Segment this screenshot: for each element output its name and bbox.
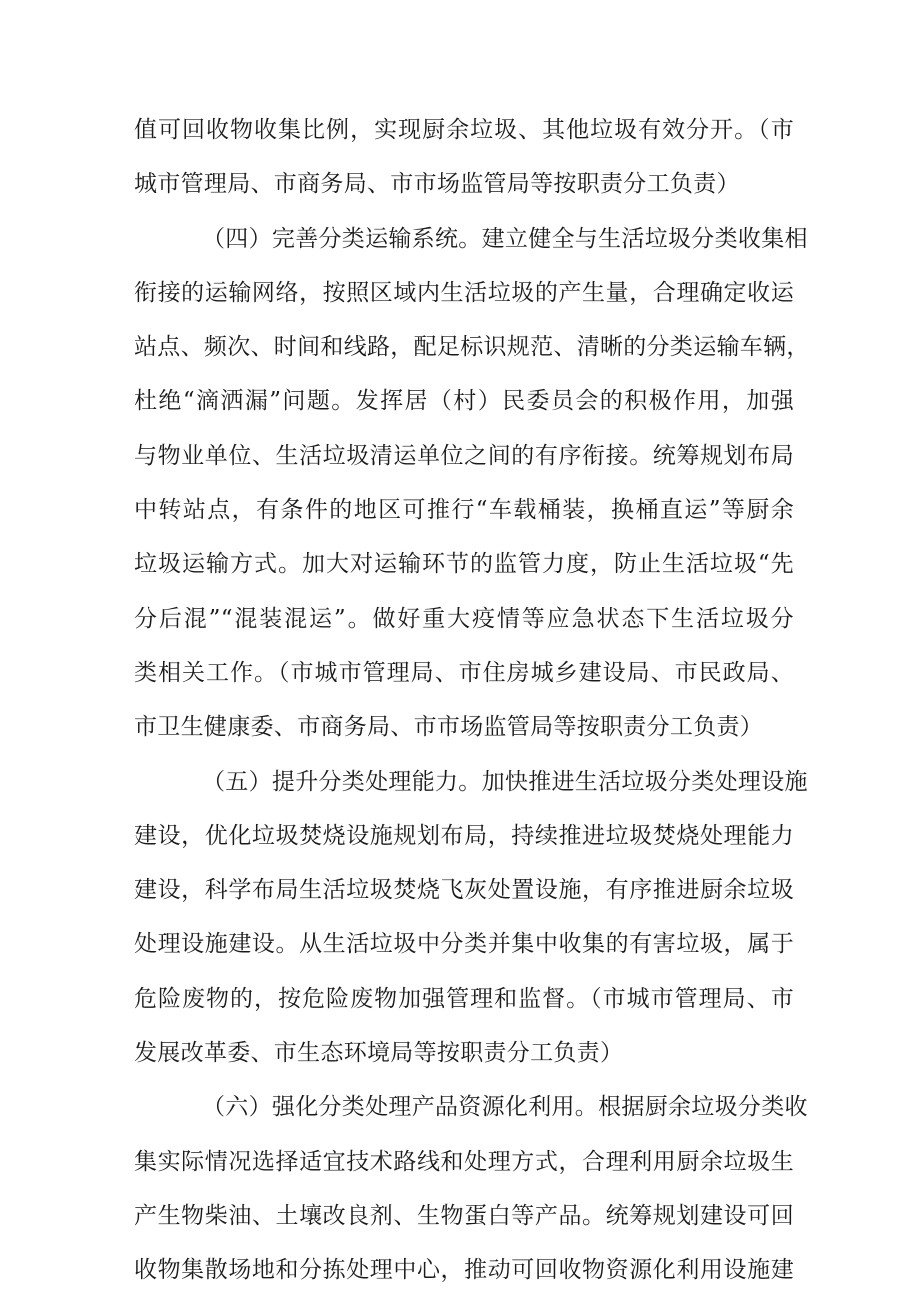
text-line: 危险废物的，按危险废物加强管理和监督。（市城市管理局、市 <box>134 985 794 1012</box>
text-line: 产生物柴油、土壤改良剂、生物蛋白等产品。统筹规划建设可回 <box>134 1202 794 1229</box>
text-line: 集实际情况选择适宜技术路线和处理方式，合理利用厨余垃圾生 <box>134 1148 794 1175</box>
text-line: 中转站点，有条件的地区可推行“车载桶装，换桶直运”等厨余 <box>134 497 794 524</box>
text-line: 收物集散场地和分拣处理中心，推动可回收物资源化利用设施建 <box>134 1257 794 1284</box>
text-line: 站点、频次、时间和线路，配足标识规范、清晰的分类运输车辆， <box>134 334 810 361</box>
document-body <box>134 103 810 1298</box>
text-line: 建设，优化垃圾焚烧设施规划布局，持续推进垃圾焚烧处理能力 <box>134 822 794 849</box>
text-line: 市卫生健康委、市商务局、市市场监管局等按职责分工负责） <box>134 714 764 741</box>
text-line: 发展改革委、市生态环境局等按职责分工负责） <box>134 1040 624 1067</box>
text-line: 处理设施建设。从生活垃圾中分类并集中收集的有害垃圾，属于 <box>134 931 794 958</box>
text-line: 值可回收物收集比例，实现厨余垃圾、其他垃圾有效分开。（市 <box>134 117 794 143</box>
text-line: 垃圾运输方式。加大对运输环节的监管力度，防止生活垃圾“先 <box>134 551 794 578</box>
text-line: 杜绝“滴洒漏”问题。发挥居（村）民委员会的积极作用，加强 <box>134 388 794 415</box>
text-line: 城市管理局、市商务局、市市场监管局等按职责分工负责） <box>134 171 740 198</box>
text-line: 分后混”“混装混运”。做好重大疫情等应急状态下生活垃圾分 <box>134 605 794 632</box>
paragraph-first-line: （五）提升分类处理能力。加快推进生活垃圾分类处理设施 <box>202 768 808 795</box>
text-line: 衔接的运输网络，按照区域内生活垃圾的产生量，合理确定收运 <box>134 279 794 306</box>
paragraph-first-line: （六）强化分类处理产品资源化利用。根据厨余垃圾分类收 <box>202 1094 808 1121</box>
text-line: 建设，科学布局生活垃圾焚烧飞灰处置设施，有序推进厨余垃圾 <box>134 877 794 904</box>
text-line: 类相关工作。（市城市管理局、市住房城乡建设局、市民政局、 <box>134 659 794 686</box>
paragraph-first-line: （四）完善分类运输系统。建立健全与生活垃圾分类收集相 <box>202 225 808 252</box>
text-line: 与物业单位、生活垃圾清运单位之间的有序衔接。统筹规划布局 <box>134 442 794 469</box>
